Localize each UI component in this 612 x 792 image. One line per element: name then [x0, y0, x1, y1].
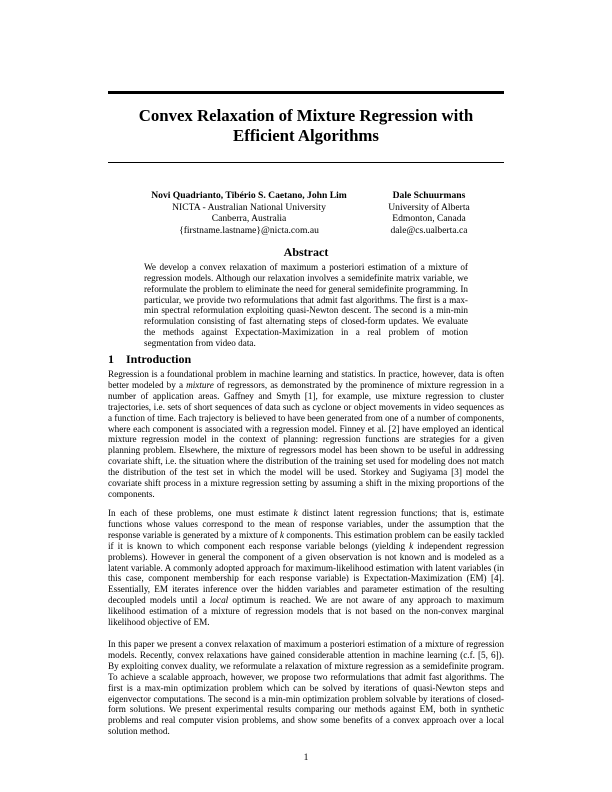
- text-run: independent regression problems). However in general the component of a given observation is not known and is modeled as a latent variable. A commonly adopted approach for maximum-likelihood estimation with latent variables (in this case, component membership for each response variable) is Expectation-Maximization (EM) [4]. Essentially, EM iterates inference over the hidden variables and parameter estimation of the resulting decoupled models until a: [108, 540, 504, 606]
- author-block-right: [374, 190, 484, 236]
- emphasis-text: mixture: [186, 379, 214, 390]
- section-title: Introduction: [126, 352, 192, 366]
- title-line-1: Convex Relaxation of Mixture Regression with: [138, 106, 474, 125]
- author-location: Edmonton, Canada: [392, 213, 466, 225]
- author-location: Canberra, Australia: [211, 213, 287, 225]
- author-names: Novi Quadrianto, Tibério S. Caetano, John Lim: [151, 190, 347, 201]
- text-run: distinct latent regression functions; that is, estimate functions whose values correspond to the mean of response variables, under the assumption that the response variable is generated by a mixture of: [108, 508, 505, 540]
- title-top-rule: [108, 91, 504, 94]
- section-number: 1: [108, 352, 114, 366]
- abstract-text: We develop a convex relaxation of maximum a posteriori estimation of a mixture of regression models. Although our relaxation involves a semidefinite matrix variable, we reformulate the problem to eliminate the need for general semidefinite programming. In particular, we provide two reformulations that admit fast algorithms. The first is a max-min spectral reformulation exploiting quasi-Newton descent. The second is a min-min reformulation consisting of fast alternating steps of closed-form updates. We evaluate the methods against Expectation-Maximization in a real problem of motion segmentation from video data.: [144, 262, 468, 348]
- math-variable: k: [279, 529, 284, 540]
- paper-title: [108, 106, 504, 146]
- page-number: 1: [303, 752, 309, 763]
- abstract-heading: Abstract: [283, 245, 329, 259]
- title-line-2: Efficient Algorithms: [233, 126, 379, 145]
- text-run: optimum is reached. We are not aware of any approach to maximum likelihood estimation of a mixture of regression models that is not based on the non-convex marginal likelihood objective of EM.: [108, 595, 505, 628]
- math-variable: k: [293, 508, 298, 518]
- author-email: dale@cs.ualberta.ca: [390, 224, 468, 236]
- text-run: components. This estimation problem can be easily tackled if it is known to which component each response variable belongs (yielding: [108, 529, 504, 551]
- text-run: Regression is a foundational problem in machine learning and statistics. In practice, however, data is often better modeled by a: [108, 369, 504, 390]
- author-email: {firstname.lastname}@nicta.com.au: [179, 224, 319, 236]
- body-paragraph-2: [108, 508, 504, 628]
- math-variable: k: [409, 540, 414, 551]
- emphasis-text: local: [209, 595, 229, 606]
- body-paragraph-3: In this paper we present a convex relaxation of maximum a posteriori estimation of a mixture of regression models. Recently, convex relaxations have gained considerable attention in machine learning (c.f. [5, 6]). By exploiting convex duality, we reformulate a relaxation of mixture regression as a semidefinite program. To achieve a scalable approach, however, we propose two reformulations that admit fast algorithms. The first is a max-min optimization problem which can be solved by iterations of quasi-Newton steps and eigenvector computations. The second is a min-min optimization problem solvable by iterations of closed-form solutions. We present experimental results comparing our methods against EM, both in synthetic problems and real computer vision problems, and show some benefits of a convex approach over a local solution method.: [108, 639, 504, 737]
- author-block-left: [138, 190, 360, 236]
- author-affiliation: NICTA - Australian National University: [172, 201, 326, 213]
- text-run: In each of these problems, one must estimate: [108, 508, 294, 518]
- text-run: of regressors, as demonstrated by the prominence of mixture regression in a number of application areas. Gaffney and Smyth [1], for example, use mixture regression to cluster trajectories, i.e. sets of short sequences of data such as cyclone or object movements in video sequences as a function of time. Each trajectory is believed to have been generated from one of a number of components, where each component is associated with a regression model. Finney et al. [2] have employed an identical mixture regression model in the context of planning: regression functions are strategies for a given planning problem. Elsewhere, the mixture of regressors model has been shown to be useful in addressing covariate shift, i.e. the situation where the distribution of the training set used for modeling does not match the distribution of the test set in which the model will be used. Storkey and Sugiyama [3] model the covariate shift process in a mixture regression setting by assuming a shift in the mixing proportions of the components.: [108, 379, 504, 499]
- author-affiliation: University of Alberta: [388, 201, 470, 213]
- body-paragraph-1: [108, 369, 504, 500]
- author-names: Dale Schuurmans: [392, 190, 466, 201]
- section-heading: [108, 352, 191, 367]
- title-bottom-rule: [108, 162, 504, 163]
